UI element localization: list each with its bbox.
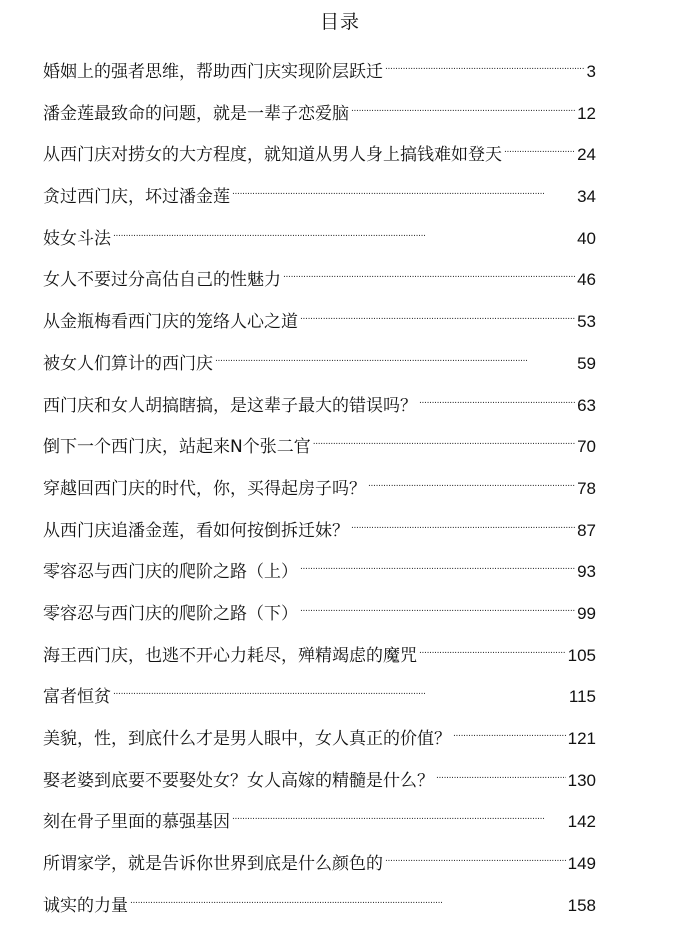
toc-entry-title: 婚姻上的强者思维，帮助西门庆实现阶层跃迁 <box>43 62 383 82</box>
dot-leader <box>232 176 575 202</box>
toc-entry-page: 130 <box>567 770 596 790</box>
dot-leader <box>368 468 575 494</box>
toc-entry-page: 3 <box>586 62 596 81</box>
dot-leader <box>313 426 575 452</box>
toc-entry-title: 贪过西门庆，坏过潘金莲 <box>43 187 230 208</box>
toc-title: 目录 <box>319 11 360 33</box>
toc-entry-page: 78 <box>577 478 596 498</box>
dot-leader <box>436 760 566 786</box>
toc-entry[interactable] <box>43 259 596 301</box>
dot-leader <box>419 385 575 411</box>
dot-leader <box>232 801 566 827</box>
toc-entry-page: 63 <box>577 395 596 415</box>
dot-leader <box>283 259 575 285</box>
toc-entry[interactable] <box>43 301 596 343</box>
toc-entry-title: 所谓家学，就是告诉你世界到底是什么颜色的 <box>43 854 383 875</box>
dot-leader <box>300 551 575 577</box>
dot-leader <box>351 93 575 119</box>
toc-entry-title: 刻在骨子里面的慕强基因 <box>43 812 230 833</box>
toc-entry-title: 倒下一个西门庆，站起来N个张二官 <box>43 437 311 458</box>
toc-entry-title: 潘金莲最致命的问题，就是一辈子恋爱脑 <box>43 103 349 124</box>
dot-leader <box>130 885 566 911</box>
toc-entry-title: 美貌，性，到底什么才是男人眼中，女人真正的价值？ <box>43 729 451 749</box>
toc-entry-title: 穿越回西门庆的时代，你，买得起房子吗？ <box>43 478 366 499</box>
dot-leader <box>351 510 575 536</box>
toc-entry-page: 142 <box>567 812 596 832</box>
dot-leader <box>215 343 575 369</box>
toc-entry-page: 12 <box>577 103 596 123</box>
toc-entry-page: 24 <box>577 145 596 165</box>
toc-entry[interactable] <box>43 593 596 635</box>
toc-entry-page: 93 <box>577 562 596 582</box>
toc-entry-page: 34 <box>577 187 596 207</box>
toc-entry[interactable] <box>43 385 596 427</box>
toc-entry-title: 诚实的力量 <box>43 895 128 916</box>
toc-entry[interactable] <box>43 843 596 885</box>
dot-leader <box>504 134 575 160</box>
dot-leader <box>385 51 584 77</box>
toc-entry-page: 53 <box>577 312 596 332</box>
toc-entry-page: 149 <box>567 854 596 874</box>
toc-list <box>43 51 596 926</box>
toc-entry[interactable] <box>43 426 596 468</box>
toc-entry-page: 99 <box>577 603 596 623</box>
toc-entry[interactable] <box>43 676 596 718</box>
toc-entry[interactable] <box>43 93 596 135</box>
toc-entry-title: 海王西门庆，也逃不开心力耗尽，殚精竭虑的魔咒 <box>43 645 417 666</box>
toc-entry[interactable] <box>43 51 596 93</box>
toc-entry-page: 46 <box>577 270 596 290</box>
toc-entry[interactable] <box>43 510 596 552</box>
dot-leader <box>113 676 567 702</box>
toc-entry[interactable] <box>43 218 596 260</box>
toc-entry-page: 115 <box>568 687 596 707</box>
toc-entry-page: 105 <box>567 645 596 665</box>
toc-entry[interactable] <box>43 885 596 927</box>
toc-entry-page: 87 <box>577 520 596 540</box>
toc-entry-title: 从西门庆对捞女的大方程度，就知道从男人身上搞钱难如登天 <box>43 145 502 166</box>
toc-entry-title: 被女人们算计的西门庆 <box>43 353 213 374</box>
toc-entry[interactable] <box>43 801 596 843</box>
toc-entry-title: 零容忍与西门庆的爬阶之路（上） <box>43 562 298 583</box>
toc-entry-page: 59 <box>577 353 596 373</box>
dot-leader <box>385 843 566 869</box>
toc-entry-page: 40 <box>577 228 596 248</box>
toc-entry[interactable] <box>43 635 596 677</box>
toc-entry[interactable] <box>43 134 596 176</box>
toc-entry[interactable] <box>43 468 596 510</box>
toc-entry-title: 妓女斗法 <box>43 228 111 249</box>
toc-entry-page: 158 <box>567 895 596 915</box>
toc-entry-page: 121 <box>567 729 596 748</box>
toc-entry[interactable] <box>43 176 596 218</box>
toc-entry-title: 从金瓶梅看西门庆的笼络人心之道 <box>43 312 298 333</box>
dot-leader <box>453 718 566 744</box>
dot-leader <box>113 218 575 244</box>
dot-leader <box>419 635 566 661</box>
dot-leader <box>300 593 575 619</box>
toc-entry[interactable] <box>43 551 596 593</box>
dot-leader <box>300 301 575 327</box>
toc-entry[interactable] <box>43 343 596 385</box>
toc-entry-page: 70 <box>577 437 596 457</box>
toc-entry-title: 富者恒贫 <box>43 687 111 708</box>
toc-entry-title: 西门庆和女人胡搞瞎搞，是这辈子最大的错误吗？ <box>43 395 417 416</box>
toc-entry[interactable] <box>43 760 596 802</box>
toc-entry-title: 零容忍与西门庆的爬阶之路（下） <box>43 603 298 624</box>
toc-entry-title: 娶老婆到底要不要娶处女？女人高嫁的精髓是什么？ <box>43 770 434 791</box>
toc-entry[interactable] <box>43 718 596 760</box>
toc-entry-title: 女人不要过分高估自己的性魅力 <box>43 270 281 291</box>
toc-entry-title: 从西门庆追潘金莲，看如何按倒拆迁妹？ <box>43 520 349 541</box>
